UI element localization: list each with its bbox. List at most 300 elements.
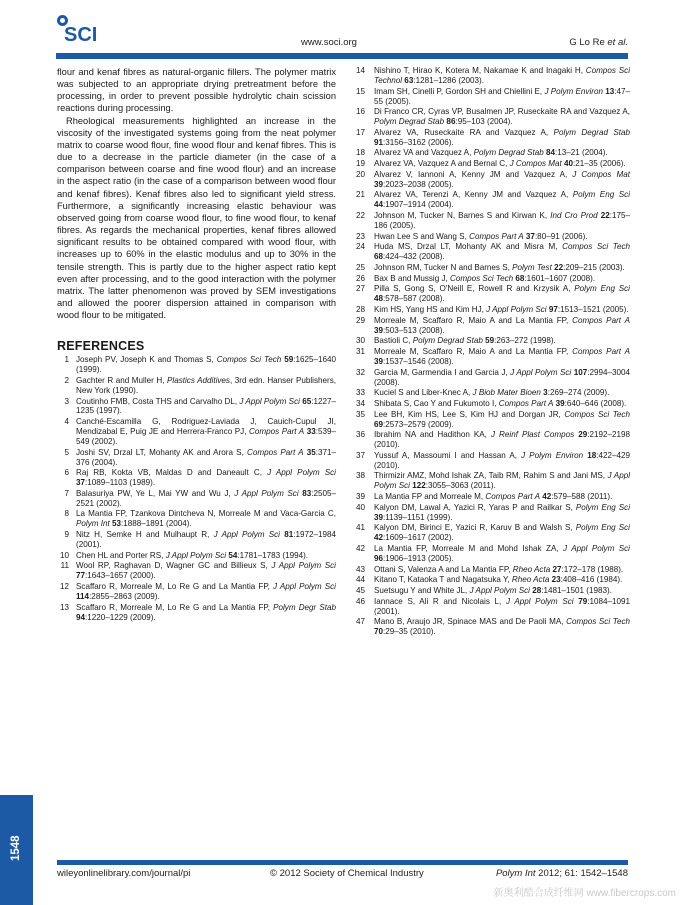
reference-authors: Wool RP, Raghavan D, Wagner GC and Billieux S, <box>76 561 272 571</box>
reference-journal: Polym Eng Sci <box>575 523 630 533</box>
header-author-names: G Lo Re <box>569 37 608 48</box>
reference-authors: Nishino T, Hirao K, Kotera M, Nakamae K and Inagaki H, <box>374 66 586 75</box>
reference-pages-year: :172–178 (1988). <box>561 564 624 574</box>
reference-item <box>351 148 630 158</box>
reference-journal: Ind Cro Prod <box>550 211 598 221</box>
reference-number: 12 <box>59 581 69 591</box>
reference-volume: 39 <box>374 356 384 366</box>
reference-journal: Polym Eng Sci <box>575 502 630 512</box>
logo-text: SCI <box>64 24 98 46</box>
reference-volume: 22 <box>551 262 564 272</box>
reference-volume: 42 <box>540 492 552 502</box>
reference-pages-year: , 3rd edn. Hanser Publishers, New York (1990). <box>76 375 336 395</box>
reference-number: 15 <box>355 86 365 96</box>
reference-journal: Compos Part A <box>469 231 524 241</box>
reference-number: 37 <box>355 450 365 460</box>
reference-journal: Compos Sci Technol <box>374 66 631 85</box>
reference-volume: 48 <box>374 294 384 304</box>
reference-pages-year: :80–91 (2006). <box>534 231 588 241</box>
reference-journal: Polym Degrad Stab <box>412 336 483 346</box>
reference-number: 45 <box>355 586 365 596</box>
reference-number: 5 <box>64 447 69 457</box>
reference-number: 16 <box>355 107 365 117</box>
reference-volume: 37 <box>76 478 86 488</box>
reference-number: 6 <box>64 468 69 478</box>
reference-volume: 94 <box>76 612 86 622</box>
page-header <box>0 0 680 62</box>
reference-authors: Suetsugu Y and White JL, <box>374 586 470 596</box>
reference-volume: 79 <box>573 596 588 606</box>
reference-number: 8 <box>64 509 69 519</box>
reference-item <box>57 509 336 529</box>
reference-item <box>351 575 630 585</box>
reference-journal: Polym Eng Sci <box>574 284 630 294</box>
reference-number: 24 <box>355 242 365 252</box>
reference-pages-year: :47–55 (2005). <box>374 86 630 106</box>
reference-item <box>351 336 630 346</box>
reference-journal: Compos Part A <box>572 347 631 357</box>
reference-number: 29 <box>355 315 365 325</box>
reference-volume: 44 <box>374 200 384 210</box>
reference-pages-year: :408–416 (1984). <box>560 575 623 585</box>
reference-pages-year: :1907–1914 (2004). <box>383 200 454 210</box>
reference-volume: 40 <box>561 159 574 169</box>
reference-item <box>351 388 630 398</box>
reference-item <box>57 417 336 447</box>
references-list-left <box>57 355 336 622</box>
reference-journal: Polym Eng Sci <box>572 190 630 200</box>
reference-item <box>57 603 336 623</box>
reference-item <box>57 551 336 561</box>
reference-journal: Rheo Acta <box>512 564 551 574</box>
reference-number: 20 <box>355 169 365 179</box>
reference-pages-year: :21–35 (2006). <box>573 159 626 169</box>
reference-item <box>351 316 630 336</box>
reference-item <box>57 582 336 602</box>
reference-pages-year: :263–272 (1998). <box>494 336 556 346</box>
reference-journal: J Appl Polym Sci <box>213 530 280 540</box>
header-rule <box>56 53 628 59</box>
reference-authors: Di Franco CR, Cyras VP, Busalmen JP, Ruseckaite RA and Vazquez A, <box>374 107 630 117</box>
reference-number: 1 <box>64 355 69 365</box>
reference-journal: Compos Part A <box>498 398 554 408</box>
reference-item <box>351 128 630 148</box>
reference-item <box>351 451 630 471</box>
reference-item <box>351 430 630 450</box>
reference-authors: Kuciel S and Liber-Knec A, <box>374 388 473 398</box>
reference-pages-year: :1281–1286 (2003). <box>413 75 484 85</box>
reference-authors: Johnson M, Tucker N, Barnes S and Kirwan K, <box>374 211 551 221</box>
watermark: 新奥利酷合成纤维网 www.fibercrops.com <box>493 888 676 899</box>
reference-journal: J Polym Environ <box>521 450 584 460</box>
reference-authors: Raj RB, Kokta VB, Maldas D and Daneault C, <box>76 468 268 478</box>
reference-authors: Yussuf A, Massoumi I and Hassan A, <box>374 450 522 460</box>
reference-item <box>351 368 630 388</box>
reference-item <box>351 410 630 430</box>
reference-number: 39 <box>355 492 365 502</box>
reference-item <box>351 586 630 596</box>
reference-pages-year: :2994–3004 (2008). <box>374 367 630 387</box>
reference-journal: J Appl Polym Sci <box>239 396 300 406</box>
reference-item <box>351 170 630 190</box>
reference-item <box>351 492 630 502</box>
reference-number: 23 <box>355 231 365 241</box>
reference-journal: J Appl Polym Sci <box>510 367 572 377</box>
reference-item <box>57 397 336 417</box>
reference-authors: Kalyon DM, Birinci E, Yazici R, Karuv B and Walsh S, <box>374 523 576 533</box>
reference-item <box>351 597 630 617</box>
reference-volume: 65 <box>299 396 312 406</box>
reference-journal: Polym Int <box>76 519 110 529</box>
reference-volume: 23 <box>549 575 561 585</box>
reference-volume: 27 <box>550 564 562 574</box>
reference-journal: J Polym Environ <box>544 86 603 96</box>
reference-item <box>351 503 630 523</box>
header-et-al: et al. <box>607 37 628 48</box>
reference-item <box>351 347 630 367</box>
reference-authors: La Mantia FP, Morreale M and Mohd Ishak ZA, <box>374 544 564 553</box>
reference-volume: 59 <box>281 355 294 365</box>
reference-journal: J Appl Polym Sci <box>486 305 547 314</box>
reference-number: 25 <box>355 262 365 272</box>
reference-number: 44 <box>355 575 365 585</box>
reference-journal: J Appl Polym Sci <box>563 544 630 553</box>
reference-journal: Compos Part A <box>485 492 540 502</box>
reference-number: 27 <box>355 284 365 294</box>
reference-item <box>57 376 336 396</box>
reference-pages-year: :175–186 (2005). <box>374 211 630 230</box>
reference-item <box>351 471 630 491</box>
reference-number: 13 <box>59 602 69 612</box>
reference-volume: 68 <box>374 252 384 262</box>
reference-number: 4 <box>64 417 69 427</box>
reference-pages-year: :209–215 (2003). <box>563 262 625 272</box>
reference-pages-year: :269–274 (2009). <box>547 388 610 398</box>
reference-authors: Mano B, Araujo JR, Spinace MAS and De Paoli MA, <box>374 617 567 627</box>
reference-journal: J Appl Polym Sci <box>273 581 336 591</box>
reference-pages-year: :371–376 (2004). <box>76 447 337 467</box>
reference-authors: Balasuriya PW, Ye L, Mai YW and Wu J, <box>76 488 235 498</box>
header-authors <box>569 37 628 48</box>
reference-authors: Bax B and Mussig J, <box>374 273 451 283</box>
reference-authors: Thirmizir AMZ, Mohd Ishak ZA, Taib RM, Rahim S and Jani MS, <box>374 471 608 481</box>
reference-item <box>351 274 630 284</box>
reference-pages-year: :1888–1891 (2004). <box>121 519 192 529</box>
reference-authors: Chen HL and Porter RS, <box>76 550 166 560</box>
reference-number: 9 <box>64 530 69 540</box>
reference-item <box>57 355 336 375</box>
reference-pages-year: :1139–1151 (1999). <box>383 512 453 522</box>
reference-volume: 39 <box>374 179 384 189</box>
reference-journal: Compos Sci Tech <box>450 273 514 283</box>
reference-volume: 91 <box>374 137 384 147</box>
reference-volume: 13 <box>602 86 615 96</box>
reference-number: 46 <box>355 596 365 606</box>
reference-volume: 29 <box>574 430 588 440</box>
reference-volume: 54 <box>226 550 238 560</box>
reference-pages-year: :422–429 (2010). <box>374 450 630 470</box>
reference-number: 19 <box>355 159 365 169</box>
left-column <box>57 66 336 623</box>
reference-item <box>351 565 630 575</box>
reference-journal: J Appl Polym Sci <box>267 468 336 478</box>
reference-pages-year: :3055–3063 (2011). <box>425 481 496 491</box>
reference-item <box>351 617 630 637</box>
reference-pages-year: :29–35 (2010). <box>383 627 436 637</box>
reference-number: 31 <box>355 347 365 357</box>
reference-authors: Garcia M, Garmendia I and Garcia J, <box>374 367 511 377</box>
reference-volume: 86 <box>444 117 456 127</box>
reference-authors: Alvarez VA, Ruseckaite RA and Vazquez A, <box>374 127 554 137</box>
reference-volume: 3 <box>540 388 548 398</box>
reference-item <box>351 399 630 409</box>
reference-number: 32 <box>355 367 365 377</box>
reference-pages-year: :1625–1640 (1999). <box>76 355 336 375</box>
reference-item <box>57 530 336 550</box>
reference-authors: Kim HS, Yang HS and Kim HJ, <box>374 305 487 314</box>
reference-pages-year: :424–432 (2008). <box>383 252 445 262</box>
reference-volume: 39 <box>374 512 384 522</box>
body-paragraph-2: Rheological measurements highlighted an increase in the viscosity of the investigated systems going from the neat polymer matrix to coarse wood flour, fine wood flour and kenaf fibres. This is due to a decrease in the particle diameter (in the case of a comparison between coarse and fine wood flour) and an increase in the aspect ratio (in the case of a comparison between wood flour and kenaf fibres). Kenaf fibres also led to significant yield stress. Furthermore, a significantly increasing elastic behaviour was observed going from coarse wood flour, to fine wood flour, to kenaf fibres. As regards the mechanical properties, kenaf fibres allowed significant results to be obtained compared with wood flour, with increases up to 60% in the elastic modulus and up to 30% in the tensile strength. This is partly due to the higher aspect ratio kept even after processing, and to the good interaction with the polymer matrix. The latter phenomenon was proved by SEM investigations and allowed the poorer dispersion attained in comparison with wood flour to be mitigated. <box>57 115 336 321</box>
reference-volume: 39 <box>374 325 384 335</box>
reference-authors: Alvarez V, Iannoni A, Kenny JM and Vazquez A, <box>374 169 573 179</box>
reference-pages-year: :1537–1546 (2008). <box>383 356 454 366</box>
reference-volume: 114 <box>76 591 90 601</box>
reference-volume: 53 <box>109 519 122 529</box>
reference-item <box>57 448 336 468</box>
reference-pages-year: :2023–2038 (2005). <box>383 179 454 189</box>
reference-journal: J Appl Polym Sci <box>505 596 574 606</box>
reference-pages-year: :579–588 (2011). <box>551 492 613 502</box>
reference-volume: 107 <box>571 367 588 377</box>
reference-authors: Alvarez VA and Vazquez A, <box>374 148 474 158</box>
reference-pages-year: :1972–1984 (2001). <box>76 530 336 549</box>
reference-journal: J Compos Mat <box>572 169 630 179</box>
reference-number: 26 <box>355 273 365 283</box>
reference-volume: 42 <box>374 533 384 543</box>
reference-item <box>351 544 630 564</box>
reference-authors: Lee BH, Kim HS, Lee S, Kim HJ and Dorgan JR, <box>374 409 565 419</box>
reference-number: 38 <box>355 471 365 481</box>
references-heading: REFERENCES <box>57 339 145 354</box>
reference-authors: Johnson RM, Tucker N and Barnes S, <box>374 262 513 272</box>
reference-item <box>57 468 336 488</box>
reference-item <box>351 66 630 86</box>
reference-journal: Polym Test <box>512 262 552 272</box>
reference-journal: Compos Sci Tech <box>216 355 282 365</box>
reference-volume: 68 <box>513 273 525 283</box>
reference-authors: Shibata S, Cao Y and Fukumoto I, <box>374 398 499 408</box>
reference-authors: Scaffaro R, Morreale M, Lo Re G and La Mantia FP, <box>76 581 274 591</box>
reference-volume: 28 <box>529 586 542 596</box>
reference-volume: 63 <box>402 75 414 85</box>
reference-authors: Hwan Lee S and Wang S, <box>374 231 470 241</box>
reference-volume: 81 <box>279 530 294 540</box>
footer-url[interactable]: wileyonlinelibrary.com/journal/pi <box>57 868 191 879</box>
reference-item <box>351 87 630 107</box>
reference-number: 10 <box>59 550 69 560</box>
reference-item <box>351 232 630 242</box>
reference-pages-year: :1513–1521 (2005). <box>557 305 629 314</box>
reference-authors: Morreale M, Scaffaro R, Maio A and La Mantia FP, <box>374 315 573 325</box>
reference-journal: J Appl Polym Sci <box>271 561 336 571</box>
reference-pages-year: :2505–2521 (2002). <box>76 488 336 508</box>
reference-journal: Rheo Acta <box>511 575 550 585</box>
reference-number: 17 <box>355 127 365 137</box>
reference-authors: La Mantia FP and Morreale M, <box>374 492 486 502</box>
reference-authors: Scaffaro R, Morreale M, Lo Re G and La Mantia FP, <box>76 602 274 612</box>
reference-journal: J Biob Mater Bioen <box>472 388 541 398</box>
reference-journal: Polym Degr Stab <box>273 602 336 612</box>
reference-authors: Joseph PV, Joseph K and Thomas S, <box>76 355 217 365</box>
reference-volume: 97 <box>546 305 558 314</box>
reference-volume: 22 <box>597 211 610 221</box>
reference-journal: J Reinf Plast Compos <box>490 430 575 440</box>
reference-authors: Bastioli C, <box>374 336 413 346</box>
reference-authors: Gachter R and Muller H, <box>76 375 167 385</box>
reference-pages-year: :1481–1501 (1983). <box>541 586 612 596</box>
footer-journal: Polym Int <box>495 868 536 879</box>
reference-authors: Coutinho FMB, Costa THS and Carvalho DL, <box>76 396 240 406</box>
reference-volume: 69 <box>374 419 384 429</box>
reference-pages-year: :539–549 (2002). <box>76 427 336 446</box>
reference-authors: Pilla S, Gong S, O'Neill E, Rowell R and Krzysik A, <box>374 284 575 294</box>
reference-number: 41 <box>355 523 365 533</box>
reference-journal: Compos Part A <box>572 315 631 325</box>
reference-item <box>351 211 630 231</box>
reference-pages-year: :13–21 (2004). <box>555 148 608 158</box>
reference-number: 30 <box>355 336 365 346</box>
footer-copyright: © 2012 Society of Chemical Industry <box>270 868 424 879</box>
reference-journal: Compos Part A <box>249 427 305 437</box>
reference-journal: J Appl Polym Sci <box>374 471 630 491</box>
reference-number: 18 <box>355 148 365 158</box>
reference-number: 35 <box>355 409 365 419</box>
footer-volume-pages: 2012; 61: 1542–1548 <box>535 868 628 879</box>
reference-journal: Polym Degrad Stab <box>374 117 445 127</box>
page-number: 1548 <box>10 835 22 861</box>
reference-item <box>351 107 630 127</box>
reference-volume: 84 <box>543 148 556 158</box>
reference-volume: 59 <box>482 336 495 346</box>
reference-pages-year: :1084–1091 (2001). <box>374 596 630 616</box>
reference-volume: 37 <box>523 231 535 241</box>
reference-journal: J Compos Mat <box>509 159 562 169</box>
sci-logo <box>57 15 117 47</box>
reference-authors: Kitano T, Kataoka T and Nagatsuka Y, <box>374 575 512 585</box>
reference-volume: 18 <box>583 450 597 460</box>
reference-authors: Iannace S, Ali R and Nicolais L, <box>374 596 506 606</box>
reference-number: 11 <box>60 561 69 571</box>
reference-number: 2 <box>64 375 69 385</box>
reference-pages-year: :1601–1607 (2008). <box>524 273 596 283</box>
reference-journal: J Appl Polym Sci <box>469 586 530 596</box>
reference-number: 36 <box>355 430 365 440</box>
footer-citation <box>496 868 628 879</box>
reference-authors: Nitz H, Semke H and Mulhaupt R, <box>76 530 214 540</box>
reference-authors: Alvarez VA, Terenzi A, Kenny JM and Vazquez A, <box>374 190 573 200</box>
reference-item <box>57 561 336 581</box>
reference-number: 28 <box>355 305 365 314</box>
right-column <box>351 66 630 638</box>
reference-number: 3 <box>64 396 69 406</box>
reference-volume: 96 <box>374 553 384 563</box>
reference-pages-year: :640–646 (2008). <box>564 398 627 408</box>
reference-pages-year: :2573–2579 (2009). <box>383 419 454 429</box>
reference-number: 7 <box>64 488 69 498</box>
footer-rule <box>57 860 628 865</box>
reference-journal: J Appl Polym Sci <box>165 550 227 560</box>
reference-volume: 33 <box>304 427 316 437</box>
reference-pages-year: :2855–2863 (2009). <box>89 591 160 601</box>
reference-pages-year: :2192–2198 (2010). <box>374 430 630 450</box>
reference-number: 21 <box>355 190 365 200</box>
reference-pages-year: :503–513 (2008). <box>383 325 445 335</box>
reference-authors: Ottani S, Valenza A and La Mantia FP, <box>374 564 513 574</box>
reference-pages-year: :1781–1783 (1994). <box>237 550 309 560</box>
reference-number: 47 <box>355 617 365 627</box>
reference-authors: Alvarez VA, Vazquez A and Bernal C, <box>374 159 510 169</box>
reference-pages-year: :1220–1229 (2009). <box>85 612 156 622</box>
reference-authors: Canché-Escamilla G, Rodriguez-Laviada J, Cauich-Cupul JI, Mendizabal E, Puig JE and Herrera-Franco PJ, <box>76 417 336 437</box>
reference-number: 14 <box>355 66 365 75</box>
reference-authors: La Mantia FP, Tzankova Dintcheva N, Morreale M and Vaca-Garcia C, <box>76 509 336 519</box>
reference-number: 43 <box>355 564 365 574</box>
reference-number: 33 <box>355 388 365 398</box>
reference-number: 34 <box>355 398 365 408</box>
reference-item <box>351 523 630 543</box>
reference-volume: 77 <box>76 571 86 581</box>
reference-item <box>351 190 630 210</box>
reference-authors: Morreale M, Scaffaro R, Maio A and La Mantia FP, <box>374 347 573 357</box>
references-list-right <box>351 66 630 637</box>
reference-number: 42 <box>355 544 365 553</box>
reference-pages-year: :95–103 (2004). <box>455 117 513 127</box>
reference-pages-year: :1609–1617 (2002). <box>383 533 454 543</box>
reference-pages-year: :1643–1657 (2000). <box>85 571 156 581</box>
reference-volume: 39 <box>553 398 565 408</box>
reference-pages-year: :1227–1235 (1997). <box>76 396 336 416</box>
reference-journal: Polym Degrad Stab <box>553 127 630 137</box>
body-paragraph-1: flour and kenaf fibres as natural-organic fillers. The polymer matrix was subjected to an appropriate drying pretreatment before the processing, in order to prevent possible hydrolytic chain scission reactions during processing. <box>57 67 336 114</box>
reference-pages-year: :578–587 (2008). <box>383 294 445 304</box>
reference-authors: Ibrahim NA and Hadithon KA, <box>374 430 491 440</box>
reference-item <box>351 305 630 315</box>
reference-journal: J Appl Polym Sci <box>234 488 299 498</box>
reference-journal: Polym Degrad Stab <box>473 148 544 158</box>
reference-journal: Compos Part A <box>247 447 304 457</box>
reference-volume: 70 <box>374 627 384 637</box>
reference-pages-year: :1089–1103 (1989). <box>85 478 156 488</box>
reference-pages-year: :1906–1913 (2005). <box>383 553 454 563</box>
reference-authors: Imam SH, Cinelli P, Gordon SH and Chiellini E, <box>374 86 545 96</box>
reference-item <box>351 263 630 273</box>
reference-item <box>57 489 336 509</box>
reference-journal: Compos Sci Tech <box>566 617 630 627</box>
reference-journal: Compos Sci Tech <box>564 409 630 419</box>
reference-volume: 83 <box>298 488 312 498</box>
reference-volume: 35 <box>303 447 316 457</box>
reference-number: 40 <box>355 502 365 512</box>
reference-authors: Joshi SV, Drzal LT, Mohanty AK and Arora S, <box>76 447 248 457</box>
reference-item <box>351 284 630 304</box>
reference-journal: Compos Sci Tech <box>562 242 630 252</box>
reference-item <box>351 242 630 262</box>
header-url[interactable]: www.soci.org <box>301 37 357 48</box>
reference-authors: Huda MS, Drzal LT, Mohanty AK and Misra M, <box>374 242 563 252</box>
reference-number: 22 <box>355 211 365 221</box>
reference-authors: Kalyon DM, Lawal A, Yazici R, Yaras P and Railkar S, <box>374 502 576 512</box>
